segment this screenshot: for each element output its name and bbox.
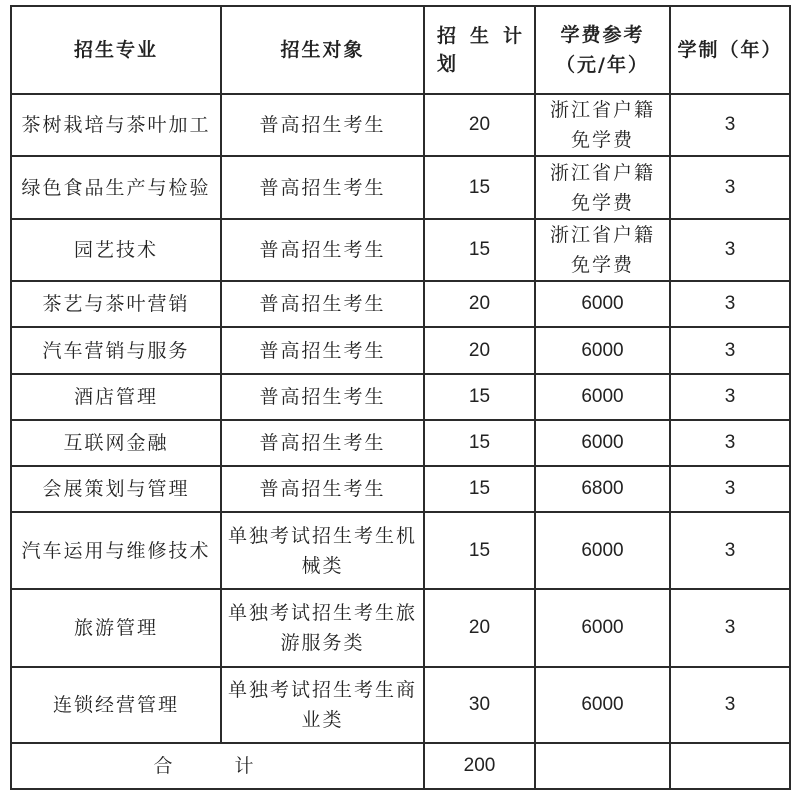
table-row: [11, 327, 790, 374]
cell-duration: 3: [670, 420, 790, 466]
table-row: [11, 281, 790, 327]
cell-major: 旅游管理: [11, 589, 221, 667]
header-major: 招生专业: [11, 6, 221, 94]
cell-duration: 3: [670, 374, 790, 420]
header-plan-label: 招 生 计 划: [437, 25, 522, 75]
total-label: 合 计: [11, 743, 424, 789]
cell-tuition: 6000: [535, 420, 670, 466]
header-target: 招生对象: [221, 6, 424, 94]
cell-tuition: 6000: [535, 589, 670, 667]
cell-tuition: 6000: [535, 374, 670, 420]
cell-duration: 3: [670, 94, 790, 156]
cell-tuition: 浙江省户籍免学费: [535, 94, 670, 156]
cell-major: 酒店管理: [11, 374, 221, 420]
total-tuition-empty: [535, 743, 670, 789]
cell-plan: 20: [424, 94, 535, 156]
cell-plan: 15: [424, 466, 535, 512]
cell-duration: 3: [670, 327, 790, 374]
cell-tuition: 6000: [535, 667, 670, 743]
header-tuition: 学费参考（元/年）: [535, 6, 670, 94]
cell-tuition: 6800: [535, 466, 670, 512]
cell-plan: 15: [424, 512, 535, 589]
table-row: [11, 94, 790, 156]
cell-major: 园艺技术: [11, 219, 221, 281]
table-row: [11, 466, 790, 512]
cell-plan: 20: [424, 589, 535, 667]
cell-duration: 3: [670, 512, 790, 589]
cell-tuition: 6000: [535, 327, 670, 374]
cell-tuition: 6000: [535, 512, 670, 589]
cell-major: 连锁经营管理: [11, 667, 221, 743]
cell-major: 汽车运用与维修技术: [11, 512, 221, 589]
cell-target: 普高招生考生: [221, 219, 424, 281]
cell-tuition: 浙江省户籍免学费: [535, 156, 670, 219]
cell-plan: 15: [424, 219, 535, 281]
cell-target: 普高招生考生: [221, 327, 424, 374]
cell-target: 普高招生考生: [221, 156, 424, 219]
table-row: [11, 156, 790, 219]
table-row: [11, 219, 790, 281]
cell-plan: 20: [424, 281, 535, 327]
total-plan: 200: [424, 743, 535, 789]
cell-major: 会展策划与管理: [11, 466, 221, 512]
cell-tuition: 浙江省户籍免学费: [535, 219, 670, 281]
cell-duration: 3: [670, 589, 790, 667]
cell-plan: 15: [424, 374, 535, 420]
cell-target: 普高招生考生: [221, 94, 424, 156]
table-row: [11, 420, 790, 466]
total-duration-empty: [670, 743, 790, 789]
cell-target: 单独考试招生考生商业类: [221, 667, 424, 743]
cell-duration: 3: [670, 156, 790, 219]
admissions-table: [10, 5, 791, 790]
cell-target: 单独考试招生考生旅游服务类: [221, 589, 424, 667]
header-plan: [424, 6, 535, 94]
cell-target: 单独考试招生考生机械类: [221, 512, 424, 589]
table-row: [11, 374, 790, 420]
cell-duration: 3: [670, 667, 790, 743]
cell-plan: 20: [424, 327, 535, 374]
header-row: [11, 6, 790, 94]
cell-target: 普高招生考生: [221, 420, 424, 466]
cell-duration: 3: [670, 219, 790, 281]
cell-target: 普高招生考生: [221, 281, 424, 327]
cell-major: 汽车营销与服务: [11, 327, 221, 374]
cell-major: 茶树栽培与茶叶加工: [11, 94, 221, 156]
admissions-table-wrapper: [10, 5, 791, 790]
cell-major: 茶艺与茶叶营销: [11, 281, 221, 327]
table-row: [11, 512, 790, 589]
cell-plan: 30: [424, 667, 535, 743]
table-row: [11, 667, 790, 743]
table-row: [11, 589, 790, 667]
cell-duration: 3: [670, 466, 790, 512]
cell-major: 互联网金融: [11, 420, 221, 466]
header-duration: 学制（年）: [670, 6, 790, 94]
cell-duration: 3: [670, 281, 790, 327]
cell-plan: 15: [424, 156, 535, 219]
total-row: [11, 743, 790, 789]
cell-target: 普高招生考生: [221, 374, 424, 420]
cell-plan: 15: [424, 420, 535, 466]
cell-tuition: 6000: [535, 281, 670, 327]
cell-major: 绿色食品生产与检验: [11, 156, 221, 219]
cell-target: 普高招生考生: [221, 466, 424, 512]
